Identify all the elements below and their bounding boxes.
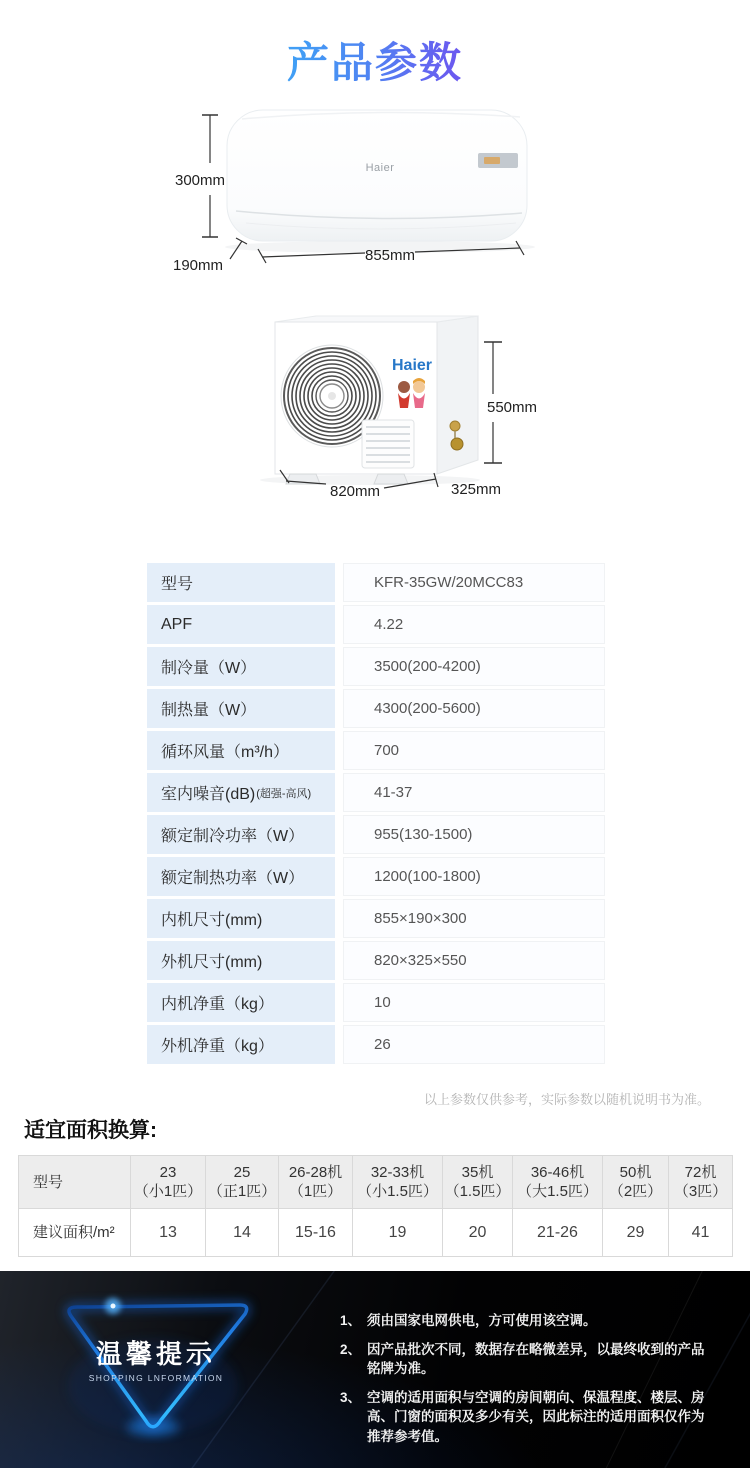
warm-tips-triangle xyxy=(68,1298,247,1436)
spec-label: 内机净重（kg） xyxy=(147,983,335,1022)
warm-tips-subtitle: SHOPPING LNFORMATION xyxy=(88,1373,224,1383)
spec-value: 26 xyxy=(343,1025,605,1064)
spec-label: 制热量（W） xyxy=(147,689,335,728)
area-value: 19 xyxy=(353,1209,443,1257)
area-header-col: 36-46机 （大1.5匹） xyxy=(513,1156,603,1209)
outdoor-height-dimension: 550mm xyxy=(486,399,538,416)
dim-cap xyxy=(258,249,266,263)
indoor-display-segment xyxy=(484,157,500,164)
indoor-depth-dimension: 190mm xyxy=(172,257,224,274)
spec-row-airflow xyxy=(147,731,605,770)
spec-label: 外机尺寸(mm) xyxy=(147,941,335,980)
spec-row-rated-cooling-power xyxy=(147,815,605,854)
spec-value: 700 xyxy=(343,731,605,770)
haier-logo-text: Haier xyxy=(391,357,433,374)
dim-cap xyxy=(236,238,247,244)
spec-value: 855×190×300 xyxy=(343,899,605,938)
tip-item-1: 1、 须由国家电网供电，方可使用该空调。 xyxy=(340,1313,597,1328)
spec-row-model xyxy=(147,563,605,602)
dim-line xyxy=(230,241,242,259)
area-value: 29 xyxy=(603,1209,669,1257)
tip-item-2: 2、 因产品批次不同，数据存在略微差异，以最终收到的产品铭牌为准。 xyxy=(340,1341,705,1377)
area-header-col: 25 （正1匹） xyxy=(206,1156,279,1209)
area-conversion-table xyxy=(18,1155,733,1257)
spec-row-indoor-noise xyxy=(147,773,605,812)
area-header-col: 23 （小1匹） xyxy=(131,1156,206,1209)
dim-line xyxy=(262,253,365,257)
spec-value: 820×325×550 xyxy=(343,941,605,980)
area-header-col: 72机 （3匹） xyxy=(669,1156,733,1209)
area-header-col: 50机 （2匹） xyxy=(603,1156,669,1209)
indoor-width-dimension: 855mm xyxy=(364,247,416,264)
spec-value: 3500(200-4200) xyxy=(343,647,605,686)
haier-logo-text: Haier xyxy=(365,162,395,174)
spec-table xyxy=(147,563,605,1067)
tip-item-3: 3、 空调的适用面积与空调的房间朝向、保温程度、楼层、房高、门窗的面积及多少有关，因此标注的适用面积仅作为推荐参考值。 xyxy=(340,1389,705,1444)
page-title: 产品参数 xyxy=(287,30,463,90)
indoor-unit-body xyxy=(227,110,527,241)
spec-value: 955(130-1500) xyxy=(343,815,605,854)
area-header-col: 35机 （1.5匹） xyxy=(443,1156,513,1209)
area-row-label: 建议面积/m² xyxy=(19,1209,131,1257)
spec-row-heating-capacity xyxy=(147,689,605,728)
area-header-col: 32-33机 （小1.5匹） xyxy=(353,1156,443,1209)
area-section-heading: 适宜面积换算: xyxy=(24,1119,157,1142)
area-value: 13 xyxy=(131,1209,206,1257)
spec-label: 型号 xyxy=(147,563,335,602)
vent-slats xyxy=(362,420,414,468)
outdoor-width-dimension: 820mm xyxy=(329,483,381,500)
tips-panel xyxy=(0,1271,750,1468)
spec-row-rated-heating-power xyxy=(147,857,605,896)
spec-value: 4300(200-5600) xyxy=(343,689,605,728)
tip-glow xyxy=(127,1418,179,1436)
flare-dot xyxy=(111,1304,116,1309)
warm-tips-title: 温馨提示 xyxy=(95,1339,217,1369)
area-value: 15-16 xyxy=(279,1209,353,1257)
area-value: 20 xyxy=(443,1209,513,1257)
outdoor-unit-diagram xyxy=(250,308,560,508)
spec-value: KFR-35GW/20MCC83 xyxy=(343,563,605,602)
spec-label: 额定制冷功率（W） xyxy=(147,815,335,854)
spec-row-indoor-size xyxy=(147,899,605,938)
spec-label: 外机净重（kg） xyxy=(147,1025,335,1064)
spec-label: 室内噪音(dB) (超强-高风) xyxy=(147,773,335,812)
spec-label: 内机尺寸(mm) xyxy=(147,899,335,938)
spec-label: 制冷量（W） xyxy=(147,647,335,686)
spec-row-cooling-capacity xyxy=(147,647,605,686)
indoor-height-dimension: 300mm xyxy=(174,172,226,189)
spec-disclaimer-note: 以上参数仅供参考，实际参数以随机说明书为准。 xyxy=(423,1092,710,1107)
spec-value: 41-37 xyxy=(343,773,605,812)
spec-value: 10 xyxy=(343,983,605,1022)
spec-label: APF xyxy=(147,605,335,644)
spec-row-indoor-weight xyxy=(147,983,605,1022)
indoor-unit-diagram xyxy=(150,95,610,295)
tips-list xyxy=(340,1311,712,1446)
spec-row-apf xyxy=(147,605,605,644)
spec-row-outdoor-size xyxy=(147,941,605,980)
spec-label: 循环风量（m³/h） xyxy=(147,731,335,770)
outdoor-depth-dimension: 325mm xyxy=(450,481,502,498)
spec-value: 4.22 xyxy=(343,605,605,644)
area-header-model: 型号 xyxy=(19,1156,131,1209)
area-header-col: 26-28机 （1匹） xyxy=(279,1156,353,1209)
area-value: 21-26 xyxy=(513,1209,603,1257)
spec-value: 1200(100-1800) xyxy=(343,857,605,896)
spec-row-outdoor-weight xyxy=(147,1025,605,1064)
area-value: 41 xyxy=(669,1209,733,1257)
spec-label: 额定制热功率（W） xyxy=(147,857,335,896)
area-value: 14 xyxy=(206,1209,279,1257)
